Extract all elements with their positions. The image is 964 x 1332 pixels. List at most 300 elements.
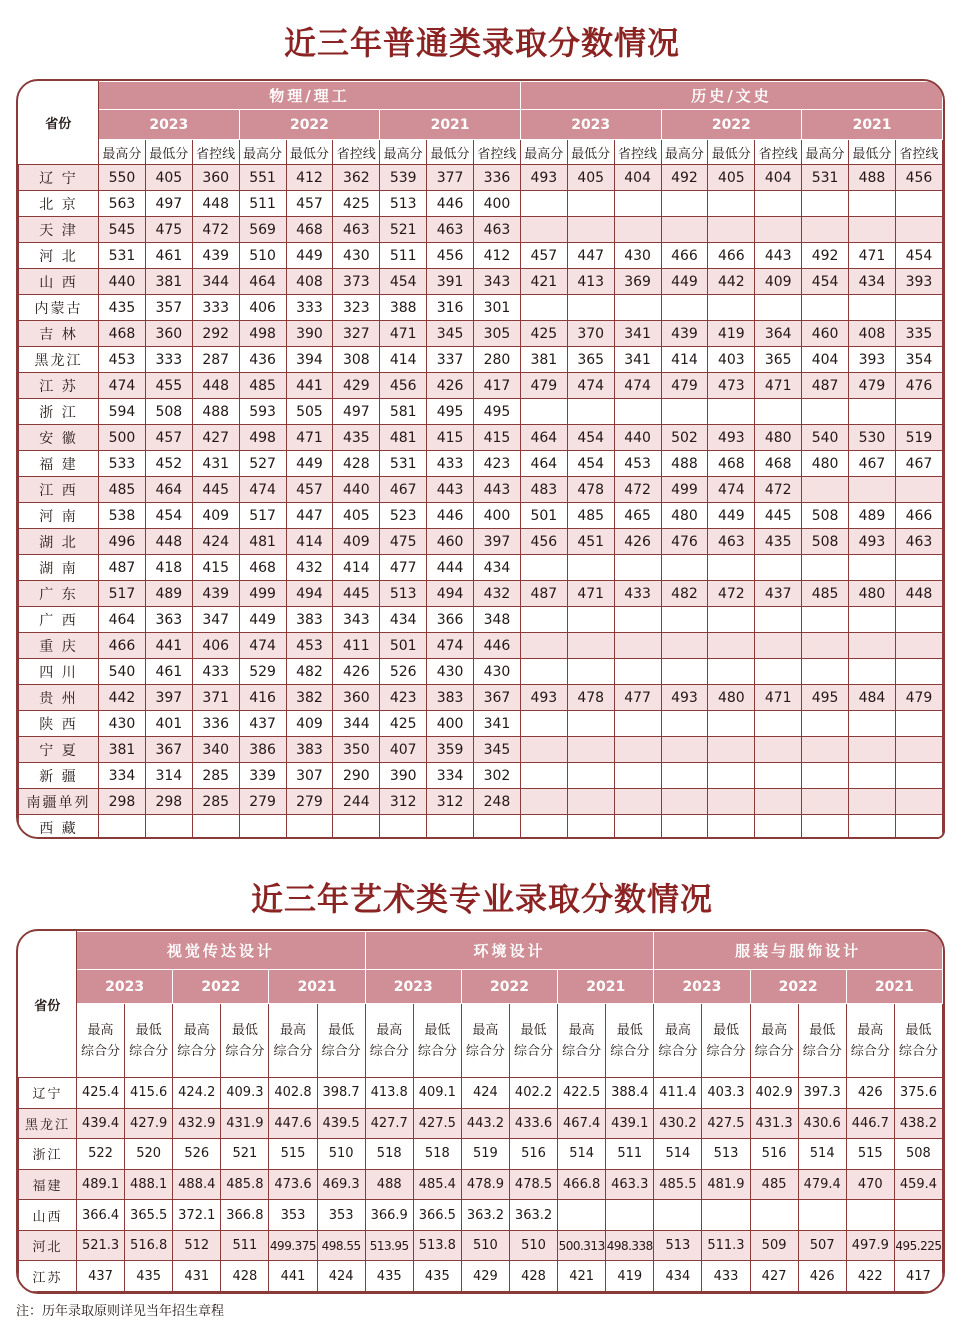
score-cell: 517 (99, 581, 146, 607)
score-cell (661, 659, 708, 685)
score-cell: 551 (239, 165, 286, 191)
score-cell: 430.2 (654, 1108, 702, 1139)
score-cell (895, 607, 942, 633)
score-cell (614, 815, 661, 840)
score-cell: 409 (286, 711, 333, 737)
score-cell: 402.8 (269, 1078, 317, 1109)
score-cell (145, 815, 192, 840)
province-cell: 重 庆 (19, 633, 99, 659)
score-cell (567, 295, 614, 321)
score-cell: 402.9 (750, 1078, 798, 1109)
score-cell: 367 (145, 737, 192, 763)
score-cell (708, 789, 755, 815)
score-cell: 370 (567, 321, 614, 347)
score-cell: 489 (145, 581, 192, 607)
score-cell: 341 (614, 347, 661, 373)
score-cell: 431.9 (221, 1108, 269, 1139)
score-cell: 429 (461, 1261, 509, 1292)
score-cell: 359 (427, 737, 474, 763)
sub-header-line2: 综合分 (898, 1043, 938, 1059)
table-row (19, 1108, 943, 1139)
score-cell: 477 (380, 555, 427, 581)
score-cell: 453 (99, 347, 146, 373)
score-cell (567, 815, 614, 840)
sub-header-line1: 最高 (472, 1022, 499, 1038)
score-cell: 519 (895, 425, 942, 451)
sub-header (413, 1004, 461, 1078)
score-cell: 497 (333, 399, 380, 425)
score-cell: 435 (333, 425, 380, 451)
score-cell: 287 (192, 347, 239, 373)
score-cell: 305 (474, 321, 521, 347)
sub-header-line1: 最高 (761, 1022, 788, 1038)
score-cell (755, 633, 802, 659)
score-cell: 510 (461, 1230, 509, 1261)
score-cell: 513 (654, 1230, 702, 1261)
score-cell: 478.5 (509, 1169, 557, 1200)
sub-header (221, 1004, 269, 1078)
score-cell (708, 633, 755, 659)
score-cell (661, 607, 708, 633)
score-cell: 454 (380, 269, 427, 295)
score-cell: 388 (380, 295, 427, 321)
score-cell: 531 (802, 165, 849, 191)
score-cell (567, 737, 614, 763)
score-cell: 394 (286, 347, 333, 373)
score-cell: 493 (661, 685, 708, 711)
score-cell: 405 (708, 165, 755, 191)
score-cell: 513.95 (365, 1230, 413, 1261)
sub-header: 最高分 (520, 140, 567, 165)
score-cell: 434 (849, 269, 896, 295)
year-header: 2021 (380, 110, 521, 140)
score-cell (755, 295, 802, 321)
score-cell (802, 763, 849, 789)
score-cell: 476 (661, 529, 708, 555)
table-row (19, 815, 943, 840)
province-cell: 广 东 (19, 581, 99, 607)
score-cell: 511.3 (702, 1230, 750, 1261)
score-cell: 474 (567, 373, 614, 399)
score-cell: 360 (192, 165, 239, 191)
score-cell (755, 555, 802, 581)
score-cell (520, 295, 567, 321)
group-header-history: 历史/文史 (520, 82, 942, 110)
score-cell: 414 (661, 347, 708, 373)
table-row (19, 529, 943, 555)
sub-header-line2: 综合分 (465, 1043, 505, 1059)
score-cell: 447 (567, 243, 614, 269)
score-cell: 493 (708, 425, 755, 451)
score-cell: 467 (895, 451, 942, 477)
sub-header-line1: 最高 (376, 1022, 403, 1038)
score-cell: 397 (474, 529, 521, 555)
score-cell: 279 (239, 789, 286, 815)
province-cell: 福建 (19, 1169, 77, 1200)
score-cell: 334 (427, 763, 474, 789)
score-cell: 478 (567, 477, 614, 503)
score-cell: 308 (333, 347, 380, 373)
score-cell: 494 (286, 581, 333, 607)
score-cell: 516 (750, 1139, 798, 1170)
score-cell: 404 (755, 165, 802, 191)
score-cell: 495 (802, 685, 849, 711)
sub-header-line1: 最低 (809, 1022, 836, 1038)
score-cell (520, 555, 567, 581)
score-cell (755, 217, 802, 243)
score-cell: 403 (708, 347, 755, 373)
score-cell (708, 399, 755, 425)
score-cell: 432 (474, 581, 521, 607)
sub-header: 最高分 (661, 140, 708, 165)
score-cell: 369 (614, 269, 661, 295)
score-cell: 500.313 (558, 1230, 606, 1261)
score-cell (333, 815, 380, 840)
table-row (19, 1078, 943, 1109)
score-cell: 345 (427, 321, 474, 347)
score-cell: 430.6 (798, 1108, 846, 1139)
score-cell: 367 (474, 685, 521, 711)
score-cell: 409.3 (221, 1078, 269, 1109)
art-admission-title: 近三年艺术类专业录取分数情况 (250, 880, 713, 918)
score-cell: 312 (380, 789, 427, 815)
score-cell (895, 815, 942, 840)
score-cell (802, 295, 849, 321)
score-cell (661, 711, 708, 737)
score-cell: 475 (380, 529, 427, 555)
score-cell (849, 399, 896, 425)
score-cell: 498 (239, 425, 286, 451)
sub-header (269, 1004, 317, 1078)
score-cell (894, 1200, 942, 1231)
score-cell: 510 (239, 243, 286, 269)
sub-header: 最低分 (145, 140, 192, 165)
score-cell (849, 477, 896, 503)
score-cell: 412 (286, 165, 333, 191)
score-cell: 377 (427, 165, 474, 191)
score-cell (661, 815, 708, 840)
score-cell: 433 (614, 581, 661, 607)
year-header: 2023 (654, 970, 750, 1004)
score-cell (802, 711, 849, 737)
table-row (19, 555, 943, 581)
sub-header (750, 1004, 798, 1078)
year-header: 2023 (77, 970, 173, 1004)
score-cell: 409.1 (413, 1078, 461, 1109)
score-cell: 446.7 (846, 1108, 894, 1139)
score-cell: 427 (750, 1261, 798, 1292)
score-cell: 425 (333, 191, 380, 217)
score-cell (849, 555, 896, 581)
score-cell (895, 633, 942, 659)
score-cell: 447.6 (269, 1108, 317, 1139)
sub-header: 最低分 (567, 140, 614, 165)
score-cell (802, 737, 849, 763)
score-cell: 498 (239, 321, 286, 347)
score-cell: 409 (755, 269, 802, 295)
footnote: 注：历年录取原则详见当年招生章程 (16, 1304, 225, 1319)
score-cell (708, 763, 755, 789)
score-cell: 527 (239, 451, 286, 477)
score-cell: 439 (192, 581, 239, 607)
year-header: 2023 (99, 110, 240, 140)
score-cell: 545 (99, 217, 146, 243)
score-cell: 439 (661, 321, 708, 347)
score-cell: 472 (708, 581, 755, 607)
score-cell: 449 (661, 269, 708, 295)
score-cell: 423 (380, 685, 427, 711)
score-cell: 435 (125, 1261, 173, 1292)
score-cell (849, 633, 896, 659)
score-cell (661, 399, 708, 425)
score-cell: 457 (286, 191, 333, 217)
score-cell: 466 (661, 243, 708, 269)
score-cell (474, 815, 521, 840)
score-cell (567, 659, 614, 685)
score-cell (520, 789, 567, 815)
score-cell: 336 (474, 165, 521, 191)
score-cell (614, 789, 661, 815)
table-row (19, 451, 943, 477)
score-cell: 480 (849, 581, 896, 607)
score-cell: 507 (798, 1230, 846, 1261)
score-cell: 467.4 (558, 1108, 606, 1139)
score-cell: 393 (895, 269, 942, 295)
score-cell: 479 (895, 685, 942, 711)
score-cell: 482 (286, 659, 333, 685)
score-cell: 451 (567, 529, 614, 555)
score-cell (895, 711, 942, 737)
score-cell: 398.7 (317, 1078, 365, 1109)
score-cell (614, 659, 661, 685)
sub-header-line2: 综合分 (273, 1043, 313, 1059)
score-cell (614, 217, 661, 243)
score-cell: 343 (333, 607, 380, 633)
province-header: 省份 (19, 82, 99, 165)
score-cell: 520 (125, 1139, 173, 1170)
score-cell (798, 1200, 846, 1231)
score-cell (802, 815, 849, 840)
score-cell: 464 (520, 425, 567, 451)
score-cell (802, 477, 849, 503)
score-cell (654, 1200, 702, 1231)
score-cell: 475 (145, 217, 192, 243)
score-cell: 371 (192, 685, 239, 711)
sub-header-line2: 综合分 (81, 1043, 121, 1059)
sub-header: 最低分 (286, 140, 333, 165)
score-cell: 466 (895, 503, 942, 529)
score-cell (567, 555, 614, 581)
score-cell: 397.3 (798, 1078, 846, 1109)
score-cell: 470 (846, 1169, 894, 1200)
score-cell: 373 (333, 269, 380, 295)
province-cell: 江 苏 (19, 373, 99, 399)
score-cell: 517 (239, 503, 286, 529)
score-cell (708, 711, 755, 737)
score-cell: 333 (145, 347, 192, 373)
table-row (19, 737, 943, 763)
score-cell: 516.8 (125, 1230, 173, 1261)
score-cell: 485.4 (413, 1169, 461, 1200)
year-header: 2021 (802, 110, 943, 140)
score-cell: 427.7 (365, 1108, 413, 1139)
score-cell: 463.3 (606, 1169, 654, 1200)
score-cell (849, 815, 896, 840)
score-cell: 515 (846, 1139, 894, 1170)
score-cell: 417 (474, 373, 521, 399)
score-cell: 428 (333, 451, 380, 477)
score-cell (708, 217, 755, 243)
score-cell: 435 (365, 1261, 413, 1292)
table-row (19, 633, 943, 659)
table-row (19, 373, 943, 399)
score-cell: 508 (894, 1139, 942, 1170)
score-cell: 426 (798, 1261, 846, 1292)
score-cell: 435 (99, 295, 146, 321)
score-cell: 442 (99, 685, 146, 711)
year-header: 2022 (461, 970, 557, 1004)
score-cell (849, 737, 896, 763)
score-cell (895, 295, 942, 321)
score-cell (755, 763, 802, 789)
score-cell (708, 815, 755, 840)
score-cell: 467 (849, 451, 896, 477)
score-cell (895, 399, 942, 425)
province-cell: 浙江 (19, 1139, 77, 1170)
score-cell (849, 711, 896, 737)
score-cell: 438.2 (894, 1108, 942, 1139)
score-cell: 483 (520, 477, 567, 503)
score-cell: 492 (802, 243, 849, 269)
score-cell: 550 (99, 165, 146, 191)
province-cell: 内蒙古 (19, 295, 99, 321)
score-cell (708, 295, 755, 321)
sub-header: 省控线 (333, 140, 380, 165)
score-cell (520, 737, 567, 763)
score-cell: 453 (614, 451, 661, 477)
score-cell: 365.5 (125, 1200, 173, 1231)
score-cell: 443 (755, 243, 802, 269)
score-cell (614, 763, 661, 789)
score-cell (661, 295, 708, 321)
score-cell: 456 (380, 373, 427, 399)
score-cell: 511 (221, 1230, 269, 1261)
score-cell: 439.1 (606, 1108, 654, 1139)
sub-header-line1: 最高 (857, 1022, 884, 1038)
province-cell: 天 津 (19, 217, 99, 243)
score-cell: 488.1 (125, 1169, 173, 1200)
score-cell: 474 (239, 477, 286, 503)
score-cell: 472 (755, 477, 802, 503)
score-cell: 508 (145, 399, 192, 425)
score-cell: 456 (427, 243, 474, 269)
score-cell: 439 (192, 243, 239, 269)
score-cell: 453 (286, 633, 333, 659)
score-cell: 474 (614, 373, 661, 399)
sub-header (77, 1004, 125, 1078)
score-cell: 366.5 (413, 1200, 461, 1231)
score-cell: 336 (192, 711, 239, 737)
score-cell: 432.9 (173, 1108, 221, 1139)
score-cell: 440 (99, 269, 146, 295)
score-cell: 427.5 (702, 1108, 750, 1139)
score-cell: 471 (755, 685, 802, 711)
score-cell: 430 (99, 711, 146, 737)
score-cell: 479.4 (798, 1169, 846, 1200)
score-cell: 333 (192, 295, 239, 321)
score-cell: 488 (661, 451, 708, 477)
score-cell: 439.4 (77, 1108, 125, 1139)
score-cell: 497 (145, 191, 192, 217)
score-cell: 531 (380, 451, 427, 477)
score-cell: 434 (380, 607, 427, 633)
score-cell: 400 (474, 191, 521, 217)
score-cell: 390 (380, 763, 427, 789)
sub-header: 最高分 (380, 140, 427, 165)
score-cell: 493 (520, 685, 567, 711)
score-cell: 474 (708, 477, 755, 503)
score-cell (567, 607, 614, 633)
score-cell: 513.8 (413, 1230, 461, 1261)
score-cell: 403.3 (702, 1078, 750, 1109)
score-cell: 485 (239, 373, 286, 399)
score-cell: 440 (333, 477, 380, 503)
score-cell (849, 607, 896, 633)
score-cell: 429 (333, 373, 380, 399)
sub-header (702, 1004, 750, 1078)
province-header: 省份 (19, 932, 77, 1078)
score-cell: 511 (239, 191, 286, 217)
score-cell: 478 (567, 685, 614, 711)
table-row (19, 581, 943, 607)
score-cell: 519 (461, 1139, 509, 1170)
score-cell: 445 (755, 503, 802, 529)
score-cell: 443 (474, 477, 521, 503)
score-cell: 419 (708, 321, 755, 347)
sub-header-line1: 最低 (712, 1022, 739, 1038)
score-cell: 448 (895, 581, 942, 607)
score-cell: 482 (661, 581, 708, 607)
score-cell: 363 (145, 607, 192, 633)
score-cell: 526 (173, 1139, 221, 1170)
score-cell: 435 (413, 1261, 461, 1292)
sub-header-line1: 最高 (87, 1022, 114, 1038)
score-cell: 415 (474, 425, 521, 451)
score-cell (849, 191, 896, 217)
score-cell: 471 (849, 243, 896, 269)
score-cell: 446 (427, 503, 474, 529)
sub-header-line2: 综合分 (802, 1043, 842, 1059)
art-admission-table (18, 931, 943, 1292)
score-cell (661, 633, 708, 659)
score-cell (614, 607, 661, 633)
score-cell (895, 763, 942, 789)
score-cell: 471 (567, 581, 614, 607)
sub-header-line1: 最低 (616, 1022, 643, 1038)
score-cell (895, 191, 942, 217)
score-cell: 437 (239, 711, 286, 737)
score-cell (661, 217, 708, 243)
score-cell: 383 (286, 607, 333, 633)
sub-header: 最低分 (849, 140, 896, 165)
score-cell: 364 (755, 321, 802, 347)
score-cell: 454 (895, 243, 942, 269)
score-cell: 437 (77, 1261, 125, 1292)
group-header-fashion-design: 服装与服饰设计 (654, 932, 943, 970)
score-cell: 512 (173, 1230, 221, 1261)
score-cell: 382 (286, 685, 333, 711)
score-cell: 523 (380, 503, 427, 529)
